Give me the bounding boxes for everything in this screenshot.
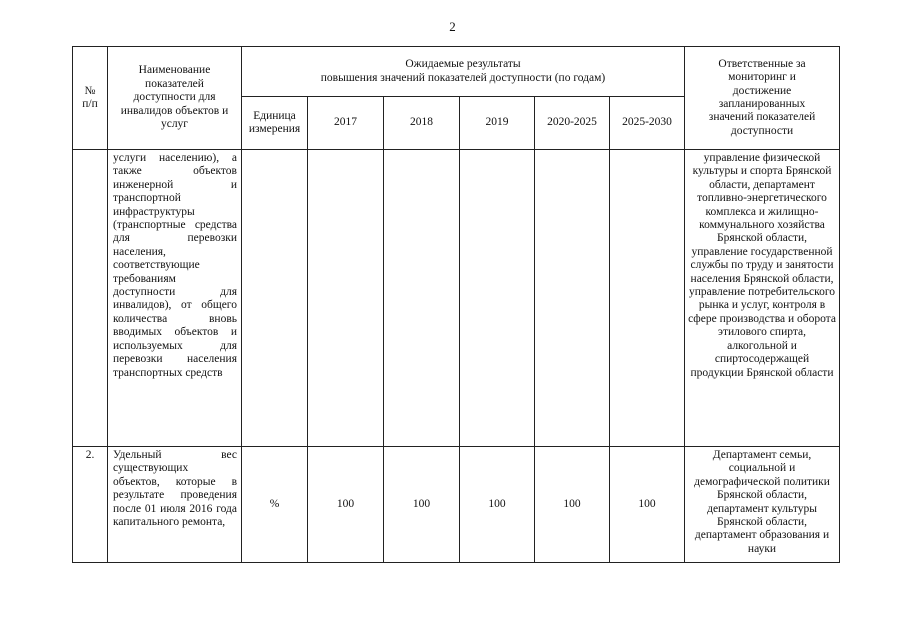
unit-cell [242, 150, 308, 447]
responsible-cell: управление физической культуры и спорта Брянской области, департамент топливно-энергетического комплекса и жилищно-коммунального хозяйства Брянской области, управление государственной службы по труду и занятости населения Брянской области, управление потребительского рынка и услуг, контроля в сфере производства и оборота этилового спирта, алкогольной и спиртосодержащей продукции Брянской области [685, 150, 840, 447]
header-year: 2019 [460, 97, 535, 150]
header-year: 2018 [384, 97, 460, 150]
value-cell [610, 150, 685, 447]
header-year: 2025-2030 [610, 97, 685, 150]
value-cell [308, 150, 384, 447]
row-number [73, 150, 108, 447]
value-cell [535, 150, 610, 447]
value-cell: 100 [308, 447, 384, 563]
table-row [73, 447, 840, 563]
header-row-1 [73, 47, 840, 97]
unit-cell: % [242, 447, 308, 563]
value-cell: 100 [460, 447, 535, 563]
responsible-cell: Департамент семьи, социальной и демографической политики Брянской области, департамент культуры Брянской области, департамент образования и науки [685, 447, 840, 563]
header-year: 2020-2025 [535, 97, 610, 150]
header-unit: Единица измерения [242, 97, 308, 150]
value-cell [460, 150, 535, 447]
page-number: 2 [449, 19, 456, 34]
header-year: 2017 [308, 97, 384, 150]
table-row [73, 150, 840, 447]
value-cell [384, 150, 460, 447]
indicators-table [72, 46, 840, 563]
value-cell: 100 [610, 447, 685, 563]
indicator-name: услуги населению), а также объектов инженерной и транспортной инфраструктуры (транспортные средства для перевозки населения, соответствующие требованиям доступности для инвалидов), от общего количества вновь вводимых объектов и используемых для перевозки населения транспортных средств [108, 150, 242, 447]
header-responsible: Ответственные за мониторинг и достижение запланированных значений показателей доступности [685, 47, 840, 150]
header-expected-results: Ожидаемые результаты повышения значений показателей доступности (по годам) [242, 47, 685, 97]
indicator-name: Удельный вес существующих объектов, которые в результате проведения после 01 июля 2016 года капитального ремонта, [108, 447, 242, 563]
header-num: № п/п [73, 47, 108, 150]
value-cell: 100 [384, 447, 460, 563]
header-name: Наименование показателей доступности для инвалидов объектов и услуг [108, 47, 242, 150]
row-number: 2. [73, 447, 108, 563]
value-cell: 100 [535, 447, 610, 563]
